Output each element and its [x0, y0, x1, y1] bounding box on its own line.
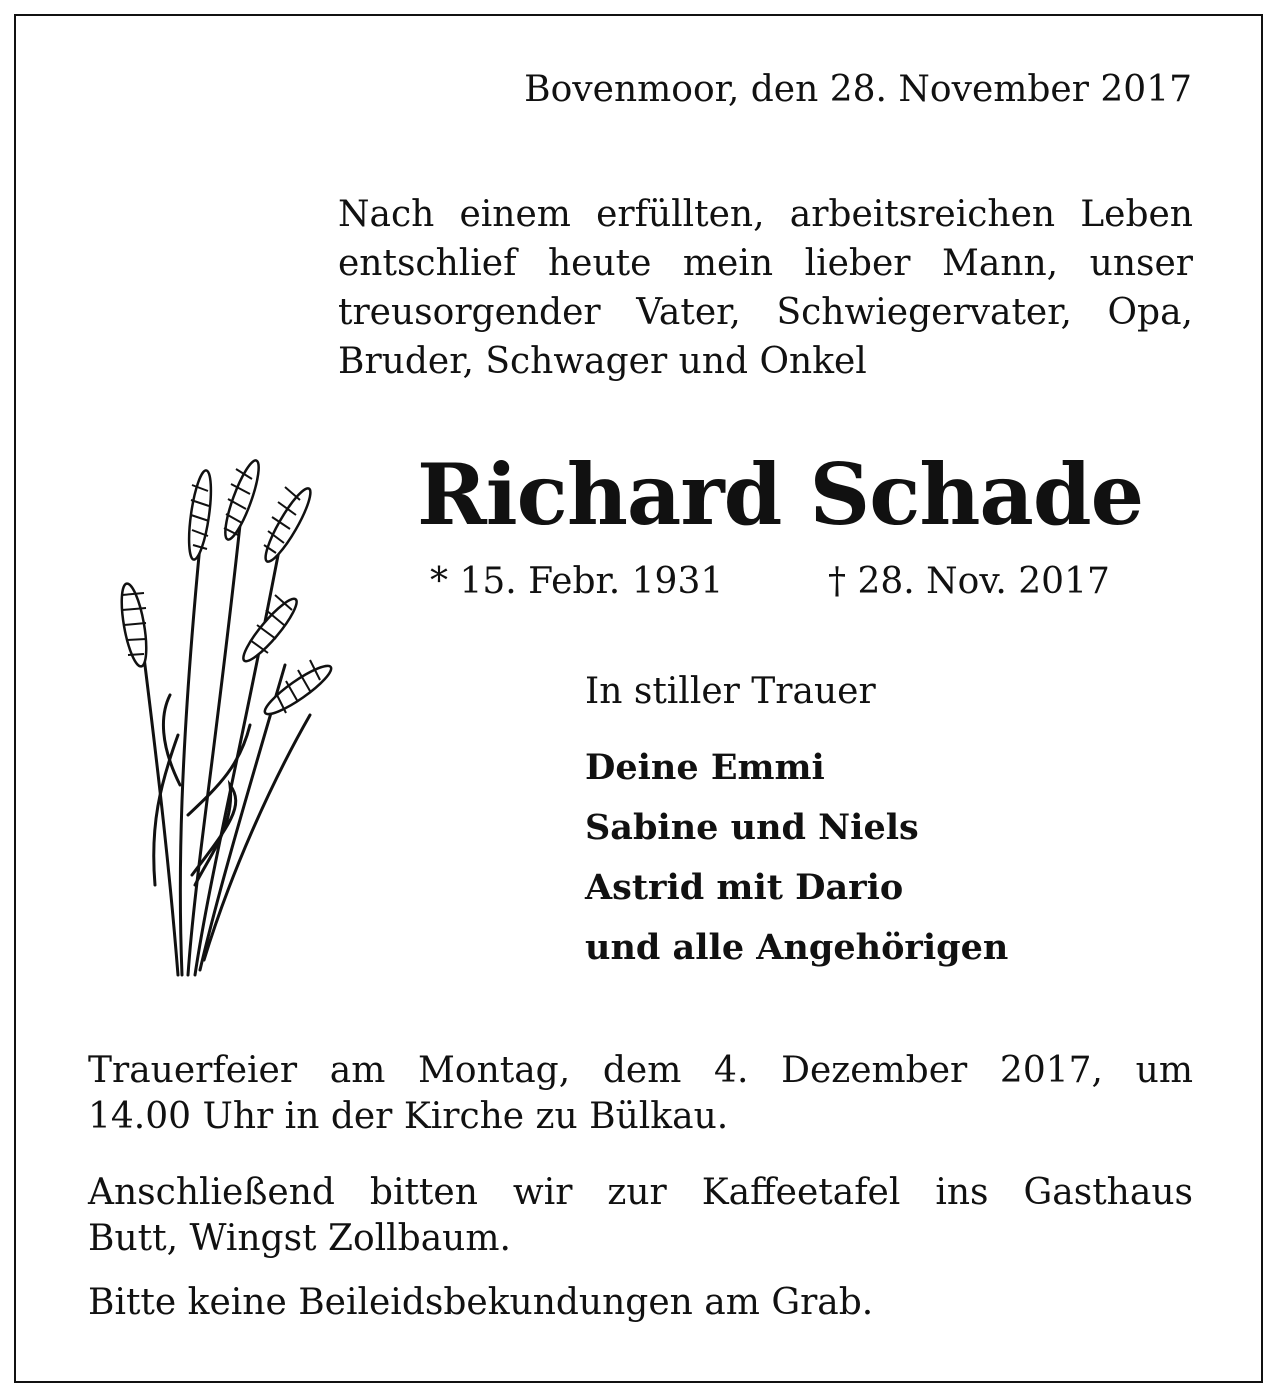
birth-date: * 15. Febr. 1931 — [430, 561, 724, 602]
condolence-line: Bitte keine Beileidsbekundungen am Grab. — [88, 1282, 874, 1323]
ceremony-line: 14.00 Uhr in der Kirche zu Bülkau. — [88, 1096, 729, 1137]
condolence-note — [88, 1280, 1193, 1326]
intro-line: treusorgender Vater, Schwiegervater, Opa, — [338, 292, 1193, 333]
mourners-list — [585, 738, 1008, 978]
mourner-name: Deine Emmi — [585, 747, 825, 788]
intro-line: Bruder, Schwager und Onkel — [338, 341, 867, 382]
mourner-name: Astrid mit Dario — [585, 867, 904, 908]
intro-line: Nach einem erfüllten, arbeitsreichen Leben — [338, 194, 1193, 235]
reception-line: Butt, Wingst Zollbaum. — [88, 1218, 511, 1259]
mourner-name: Sabine und Niels — [585, 807, 919, 848]
intro-line: entschlief heute mein lieber Mann, unser — [338, 243, 1193, 284]
date-line: Bovenmoor, den 28. November 2017 — [524, 69, 1192, 110]
ceremony-line: Trauerfeier am Montag, dem 4. Dezember 2017, um — [88, 1050, 1193, 1091]
ceremony-text — [88, 1048, 1193, 1140]
deceased-name: Richard Schade — [416, 445, 1144, 544]
mourner-name: und alle Angehörigen — [585, 927, 1009, 968]
intro-text — [338, 190, 1193, 386]
reception-text — [88, 1170, 1193, 1262]
reception-line: Anschließend bitten wir zur Kaffeetafel ins Gasthaus — [88, 1172, 1193, 1213]
wheat-icon — [100, 455, 340, 985]
death-date: † 28. Nov. 2017 — [828, 561, 1110, 602]
mourning-phrase: In stiller Trauer — [585, 671, 876, 712]
